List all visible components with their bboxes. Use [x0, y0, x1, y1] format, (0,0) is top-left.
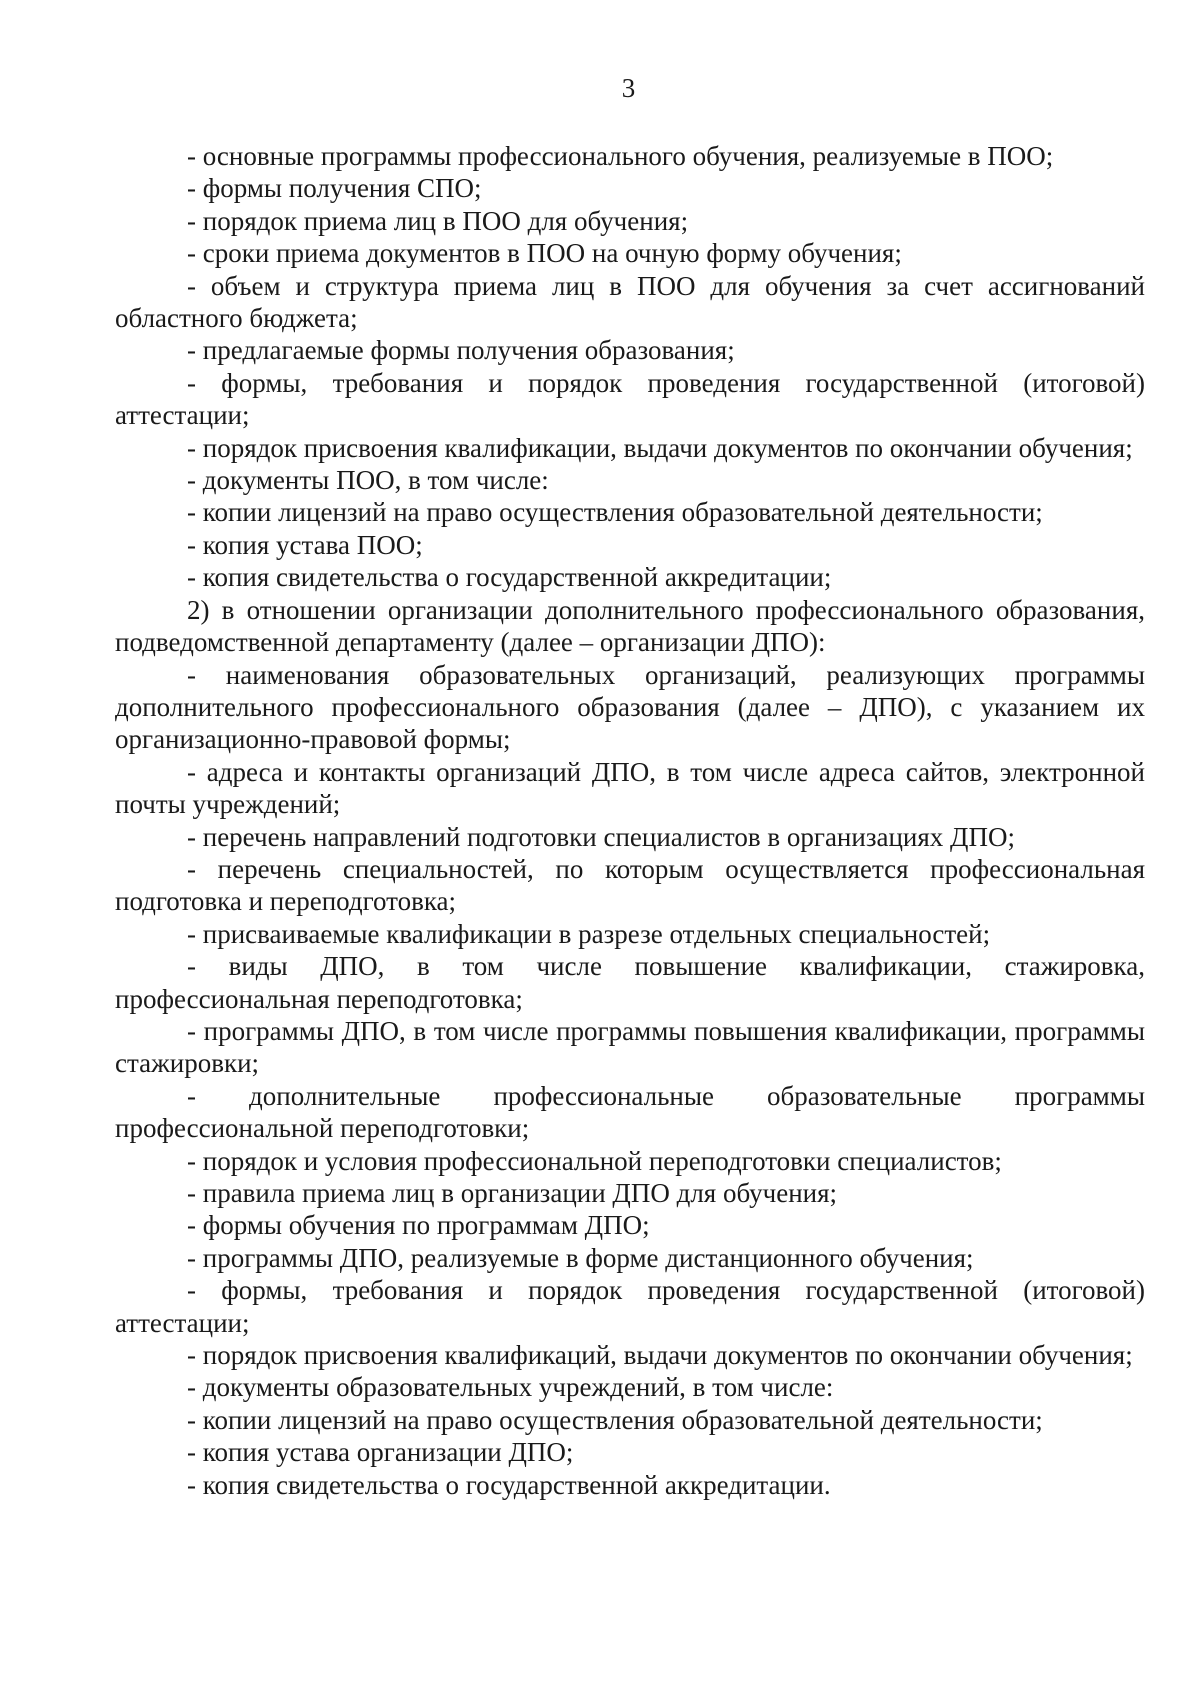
list-item: - копии лицензий на право осуществления образовательной деятельности; [187, 1404, 1043, 1435]
list-item: - копии лицензий на право осуществления образовательной деятельности; [187, 497, 1043, 528]
list-item: - перечень направлений подготовки специалистов в организациях ДПО; [187, 821, 1015, 852]
list-item: - присваиваемые квалификации в разрезе отдельных специальностей; [187, 918, 991, 949]
list-item: - перечень специальностей, по которым осуществляется профессиональная подготовка и переподготовка; [115, 853, 1145, 917]
list-item: - порядок присвоения квалификации, выдачи документов по окончании обучения; [187, 432, 1133, 463]
list-item: - предлагаемые формы получения образования; [187, 335, 735, 366]
list-item: - копия устава ПОО; [187, 529, 423, 560]
list-item: - наименования образовательных организаций, реализующих программы дополнительного профессионального образования (далее – ДПО), с указанием их организационно-правовой формы; [115, 659, 1145, 755]
list-item: - порядок присвоения квалификаций, выдачи документов по окончании обучения; [187, 1340, 1133, 1371]
list-item: - сроки приема документов в ПОО на очную форму обучения; [187, 238, 902, 269]
list-item: - дополнительные профессиональные образовательные программы профессиональной переподготовки; [115, 1080, 1145, 1144]
page-number: 3 [621, 73, 636, 103]
list-item: - порядок и условия профессиональной переподготовки специалистов; [187, 1145, 1002, 1176]
list-item: - адреса и контакты организаций ДПО, в том числе адреса сайтов, электронной почты учреждений; [115, 756, 1145, 820]
list-item: - формы, требования и порядок проведения государственной (итоговой) аттестации; [115, 367, 1145, 431]
section-paragraph: 2) в отношении организации дополнительного профессионального образования, подведомственной департаменту (далее – организации ДПО): [115, 594, 1145, 658]
list-item: - формы, требования и порядок проведения государственной (итоговой) аттестации; [115, 1275, 1145, 1338]
list-item: - документы образовательных учреждений, в том числе: [187, 1372, 834, 1403]
list-item: - порядок приема лиц в ПОО для обучения; [187, 205, 689, 236]
list-item: - формы получения СПО; [187, 173, 482, 204]
list-item: - программы ДПО, в том числе программы повышения квалификации, программы стажировки; [115, 1015, 1145, 1079]
list-item: - формы обучения по программам ДПО; [187, 1210, 650, 1241]
list-item: - программы ДПО, реализуемые в форме дистанционного обучения; [187, 1242, 974, 1273]
document-body [115, 140, 1145, 1501]
list-item: - копия свидетельства о государственной аккредитации. [187, 1469, 831, 1500]
list-item: - основные программы профессионального обучения, реализуемые в ПОО; [187, 141, 1054, 171]
list-item: - документы ПОО, в том числе: [187, 465, 549, 496]
list-item: - виды ДПО, в том числе повышение квалификации, стажировка, профессиональная переподготовка; [115, 951, 1145, 1014]
list-item: - объем и структура приема лиц в ПОО для обучения за счет ассигнований областного бюджета; [115, 270, 1145, 334]
list-item: - копия устава организации ДПО; [187, 1437, 574, 1468]
list-item: - копия свидетельства о государственной аккредитации; [187, 562, 832, 593]
list-item: - правила приема лиц в организации ДПО для обучения; [187, 1178, 838, 1208]
